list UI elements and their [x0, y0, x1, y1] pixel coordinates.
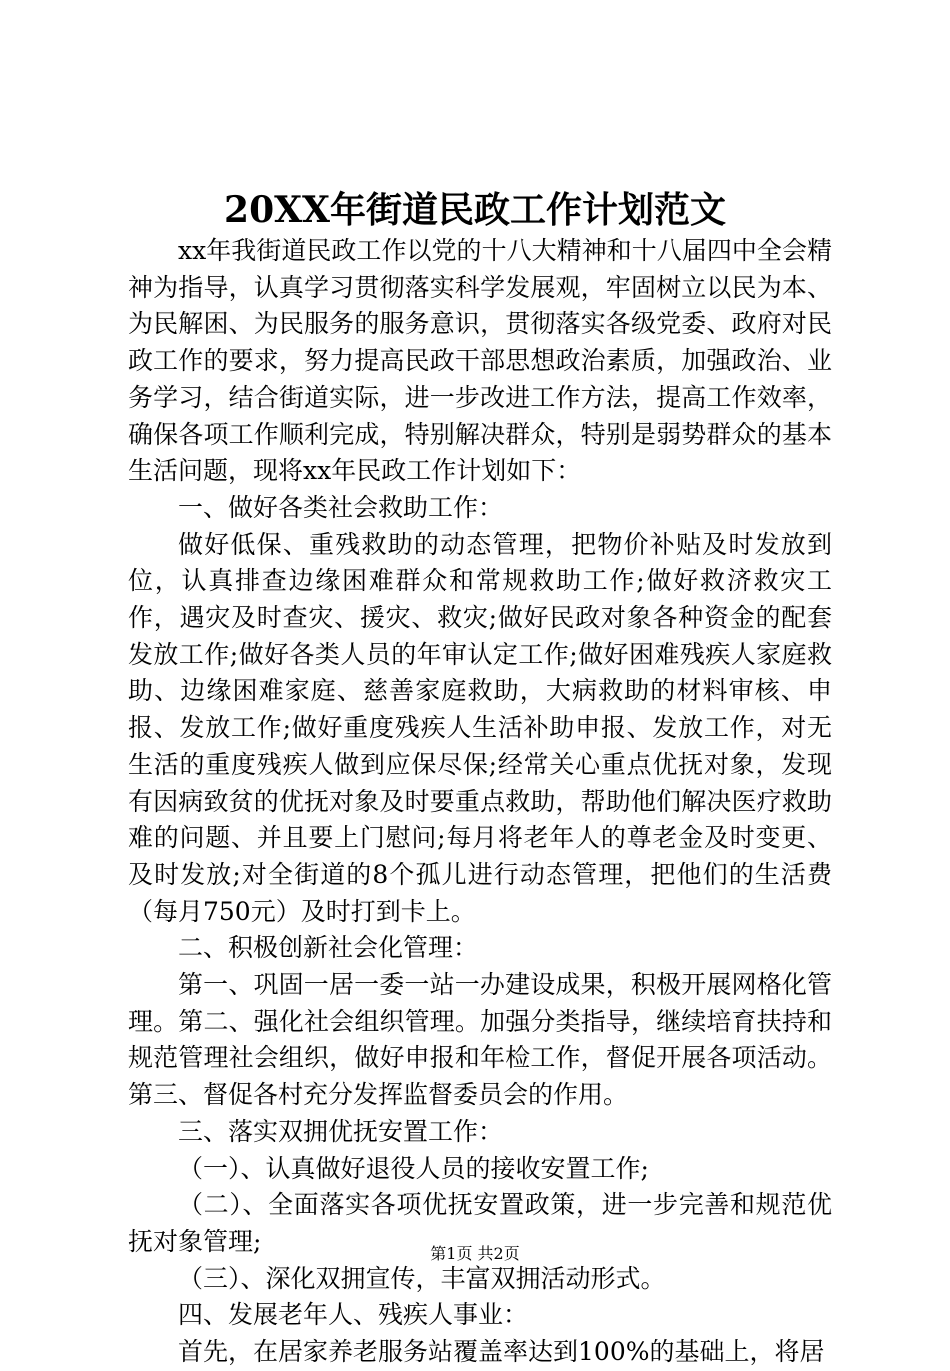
section-heading-2: 二、积极创新社会化管理：: [178, 933, 479, 963]
section-heading-4: 四、发展老年人、残疾人事业：: [178, 1300, 529, 1330]
document-title: 20XX年街道民政工作计划范文: [224, 189, 726, 231]
page-footer: 第1页 共2页: [430, 1244, 520, 1263]
section-3-item-1: （一）、认真做好退役人员的接收安置工作;: [178, 1153, 649, 1183]
intro-paragraph: xx年我街道民政工作以党的十八大精神和十八届四中全会精神为指导，认真学习贯彻落实科学发展观，牢固树立以民为本、为民解困、为民服务的服务意识，贯彻落实各级党委、政府对民政工作的要求，努力提高民政干部思想政治素质，加强政治、业务学习，结合街道实际，进一步改进工作方法，提高工作效率，确保各项工作顺利完成，特别解决群众，特别是弱势群众的基本生活问题，现将xx年民政工作计划如下：: [128, 236, 832, 486]
document-body: [128, 233, 832, 1371]
section-heading-1: 一、做好各类社会救助工作：: [178, 492, 504, 522]
section-4-paragraph: 首先，在居家养老服务站覆盖率达到100%的基础上，将居: [178, 1337, 825, 1367]
section-2-paragraph: 第一、巩固一居一委一站一办建设成果，积极开展网格化管理。第二、强化社会组织管理。加强分类指导，继续培育扶持和规范管理社会组织，做好申报和年检工作，督促开展各项活动。第三、督促各村充分发挥监督委员会的作用。: [128, 970, 832, 1110]
section-heading-3: 三、落实双拥优抚安置工作：: [178, 1116, 504, 1146]
section-1-paragraph: 做好低保、重残救助的动态管理，把物价补贴及时发放到位，认真排查边缘困难群众和常规救助工作;做好救济救灾工作，遇灾及时查灾、援灾、救灾;做好民政对象各种资金的配套发放工作;做好各类人员的年审认定工作;做好困难残疾人家庭救助、边缘困难家庭、慈善家庭救助，大病救助的材料审核、申报、发放工作;做好重度残疾人生活补助申报、发放工作，对无生活的重度残疾人做到应保尽保;经常关心重点优抚对象，发现有因病致贫的优抚对象及时要重点救助，帮助他们解决医疗救助难的问题、并且要上门慰问;每月将老年人的尊老金及时变更、及时发放;对全街道的8个孤儿进行动态管理，把他们的生活费（每月750元）及时打到卡上。: [128, 529, 832, 926]
section-3-item-2: （二）、全面落实各项优抚安置政策，进一步完善和规范优抚对象管理;: [128, 1190, 832, 1256]
section-3-item-3: （三）、深化双拥宣传，丰富双拥活动形式。: [178, 1263, 666, 1293]
